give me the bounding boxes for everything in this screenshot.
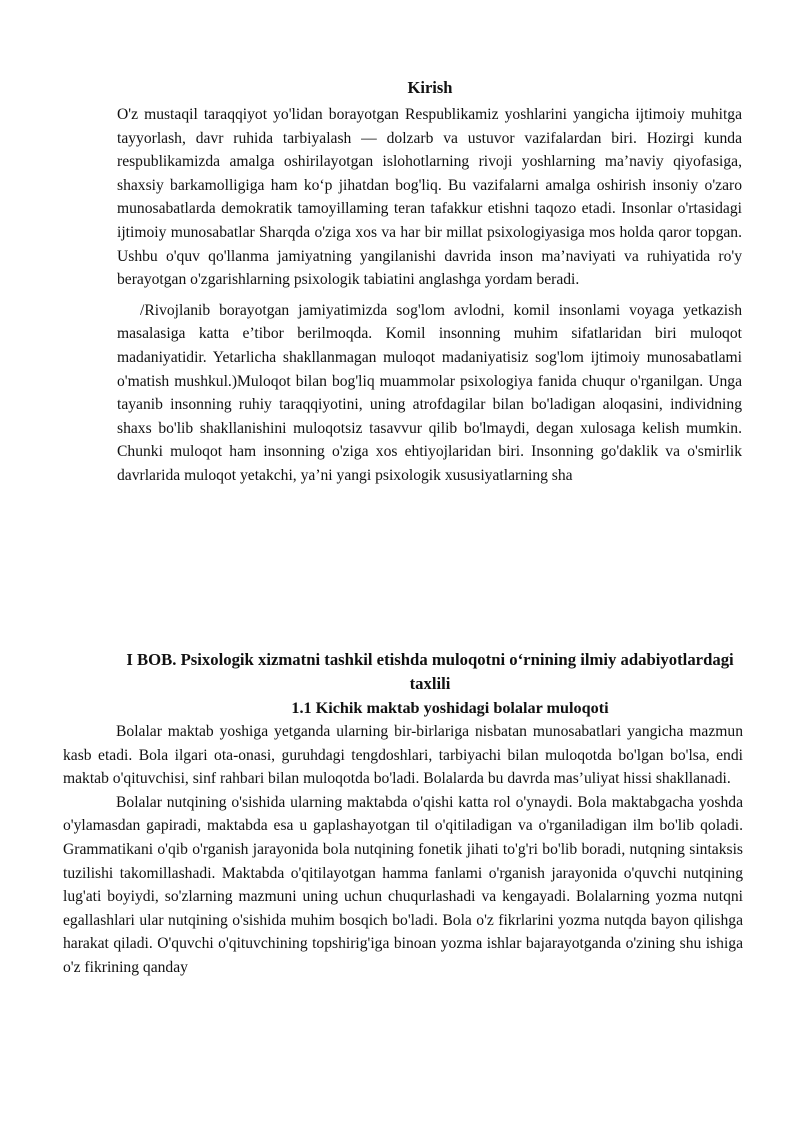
intro-paragraph-1: O'z mustaqil taraqqiyot yo'lidan borayotgan Respublikamiz yoshlarini yangicha ijtimoiy muhitga tayyorlash, davr ruhida tarbiyalash — dolzarb va ustuvor vazifalardan biri. Hozirgi kunda respublikamizda amalga oshirilayotgan islohotlarning rivoji yoshlarning ma’naviy qiyofasiga, shaxsiy barkamolligiga ham ko‘p jihatdan bog'liq. Bu vazifalarni amalga oshirish insoniy o'zaro munosabatlarda demokratik tamoyillaming teran tafakkur etishni taqozo etadi. Insonlar o'rtasidagi ijtimoiy munosabatlar Sharqda o'ziga xos va har bir millat psixologiyasiga mos holda qaror topgan. Ushbu o'quv qo'llanma jamiyatning yangilanishi davrida inson ma’naviyati va ruhiyatida ro'y berayotgan o'zgarishlarning psixologik tabiatini anglashga yordam beradi. bbox=[117, 106, 742, 289]
intro-section bbox=[117, 103, 742, 488]
intro-heading: Kirish bbox=[407, 78, 453, 97]
chapter-body bbox=[63, 720, 743, 980]
chapter-heading: I BOB. Psixologik xizmatni tashkil etishda muloqotni o‘rnining ilmiy adabiyotlardagi taxlili bbox=[126, 650, 734, 693]
chapter-paragraph-2: Bolalar nutqining o'sishida ularning maktabda o'qishi katta rol o'ynaydi. Bola maktabgacha yoshda o'ylamasdan gapiradi, maktabda esa u gaplashayotgan til o'qitiladigan va o'rganiladigan ilm bo'lib qoladi. Grammatikani o'qib o'rganish jarayonida bola nutqining fonetik jihati to'g'ri bo'lib boradi, nutqning sintaksis tuzilishi takomillashadi. Maktabda o'qitilayotgan hamma fanlami o'rganish jarayonida o'quvchi nutqining lug'ati boyiydi, so'zlarning mazmuni uning uchun chuqurlashadi va kengayadi. Bolalarning yozma nutqni egallashlari ular nutqining o'sishida muhim bosqich bo'ladi. Bola o'z fikrlarini yozma nutqda bayon qilishga harakat qiladi. O'quvchi o'qituvchining topshirig'iga binoan yozma ishlar bajarayotganda o'zining shu ishiga o'z fikrining qanday bbox=[63, 793, 743, 976]
intro-paragraph-2: /Rivojlanib borayotgan jamiyatimizda sog'lom avlodni, komil insonlami voyaga yetkazish masalasiga katta e’tibor berilmoqda. Komil insonning muhim sifatlaridan biri muloqot madaniyatidir. Yetarlicha shakllanmagan muloqot madaniyatisiz sog'lom ijtimoiy munosabatlami o'matish mushkul.)Muloqot bilan bog'liq muammolar psixologiya fanida chuqur o'rganilgan. Unga tayanib insonning ruhiy taraqqiyotini, uning atrofdagilar bilan bo'ladigan aloqasini, individning shaxs bo'lib shakllanishini muloqotsiz tasavvur qilib bo'lmaydi, degan xulosaga kelish mumkin. Chunki muloqot ham insonning o'ziga xos ehtiyojlaridan biri. Insonning go'daklik va o'smirlik davrlarida muloqot yetakchi, ya’ni yangi psixologik xususiyatlarning sha bbox=[117, 301, 742, 484]
section-heading: 1.1 Kichik maktab yoshidagi bolalar muloqoti bbox=[291, 699, 609, 717]
chapter-paragraph-1: Bolalar maktab yoshiga yetganda ularning bir-birlariga nisbatan munosabatlari yangicha mazmun kasb etadi. Bola ilgari ota-onasi, guruhdagi tengdoshlari, tarbiyachi bilan muloqotda bo'lgan bo'lsa, endi maktab o'qituvchisi, sinf rahbari bilan muloqotda bo'ladi. Bolalarda bu davrda mas’uliyat hissi shakllanadi. bbox=[63, 723, 743, 788]
